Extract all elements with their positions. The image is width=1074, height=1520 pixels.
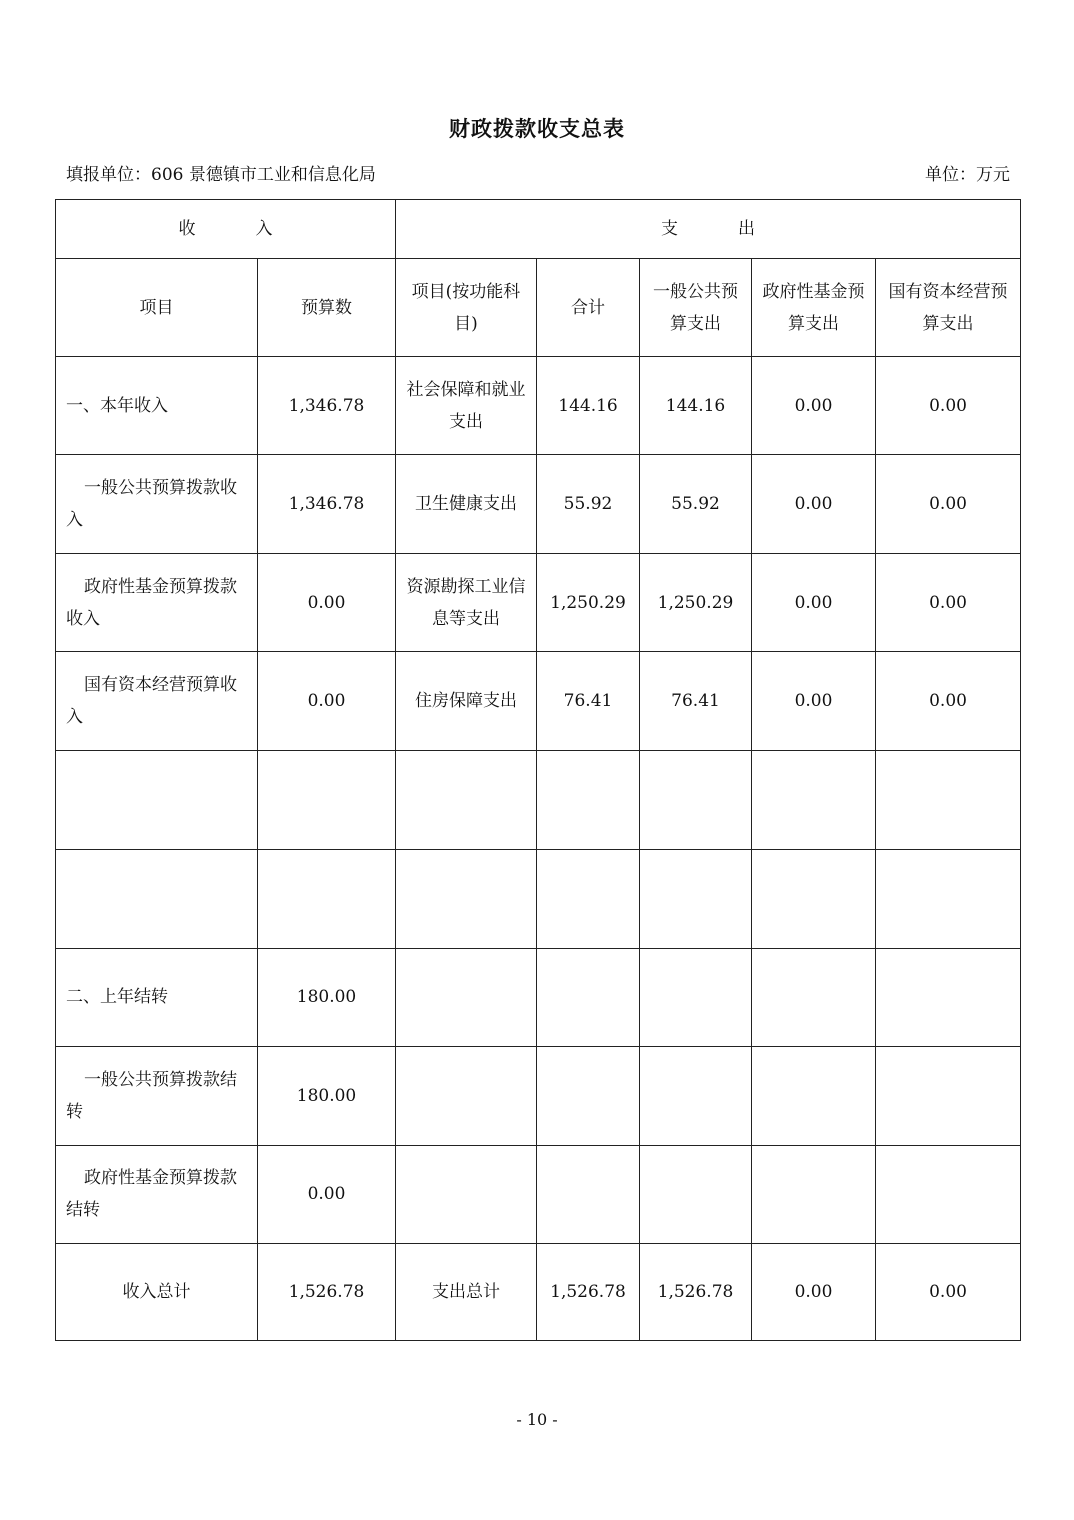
page-number: - 10 - bbox=[516, 1410, 558, 1429]
table-cell bbox=[537, 1046, 640, 1145]
table-row bbox=[56, 1243, 1021, 1340]
table-cell: 1,346.78 bbox=[258, 455, 396, 554]
column-header-row bbox=[56, 259, 1021, 357]
table-cell: 支出总计 bbox=[396, 1243, 537, 1340]
col-header-gov-fund: 政府性基金预算支出 bbox=[752, 259, 876, 357]
table-cell: 政府性基金预算拨款收入 bbox=[56, 554, 258, 652]
table-cell: 一般公共预算拨款结转 bbox=[56, 1046, 258, 1145]
table-cell bbox=[396, 1046, 537, 1145]
table-cell: 一、本年收入 bbox=[56, 357, 258, 455]
table-cell: 0.00 bbox=[752, 554, 876, 652]
table-cell bbox=[876, 751, 1021, 849]
expense-section-header: 支 出 bbox=[396, 200, 1021, 259]
table-cell: 0.00 bbox=[752, 357, 876, 455]
table-cell: 卫生健康支出 bbox=[396, 455, 537, 554]
table-cell bbox=[752, 1046, 876, 1145]
table-cell: 55.92 bbox=[537, 455, 640, 554]
table-cell: 76.41 bbox=[640, 652, 752, 751]
table-cell: 0.00 bbox=[258, 554, 396, 652]
table-cell bbox=[396, 948, 537, 1046]
table-cell bbox=[876, 849, 1021, 948]
col-header-budget: 预算数 bbox=[258, 259, 396, 357]
table-cell: 0.00 bbox=[258, 652, 396, 751]
table-cell: 1,526.78 bbox=[258, 1243, 396, 1340]
table-cell: 0.00 bbox=[752, 455, 876, 554]
table-cell: 国有资本经营预算收入 bbox=[56, 652, 258, 751]
table-cell bbox=[537, 751, 640, 849]
table-row bbox=[56, 652, 1021, 751]
table-cell bbox=[640, 751, 752, 849]
table-cell: 社会保障和就业支出 bbox=[396, 357, 537, 455]
table-row bbox=[56, 948, 1021, 1046]
table-cell bbox=[537, 948, 640, 1046]
table-cell: 144.16 bbox=[537, 357, 640, 455]
table-cell bbox=[876, 1145, 1021, 1243]
table-cell bbox=[396, 751, 537, 849]
table-cell bbox=[396, 849, 537, 948]
table-cell bbox=[640, 948, 752, 1046]
fiscal-appropriation-table bbox=[55, 199, 1021, 1341]
income-section-header: 收 入 bbox=[56, 200, 396, 259]
table-cell: 0.00 bbox=[876, 652, 1021, 751]
table-row bbox=[56, 849, 1021, 948]
table-cell: 1,250.29 bbox=[537, 554, 640, 652]
table-cell bbox=[640, 1145, 752, 1243]
table-cell: 144.16 bbox=[640, 357, 752, 455]
table-row bbox=[56, 751, 1021, 849]
table-cell bbox=[56, 751, 258, 849]
table-cell: 政府性基金预算拨款结转 bbox=[56, 1145, 258, 1243]
table-cell: 0.00 bbox=[752, 652, 876, 751]
table-cell: 0.00 bbox=[876, 554, 1021, 652]
table-cell: 二、上年结转 bbox=[56, 948, 258, 1046]
table-cell bbox=[537, 849, 640, 948]
table-cell: 一般公共预算拨款收入 bbox=[56, 455, 258, 554]
table-cell bbox=[876, 1046, 1021, 1145]
table-cell bbox=[640, 849, 752, 948]
table-cell bbox=[752, 948, 876, 1046]
table-cell: 76.41 bbox=[537, 652, 640, 751]
table-cell bbox=[752, 1145, 876, 1243]
table-cell: 1,526.78 bbox=[537, 1243, 640, 1340]
table-cell: 0.00 bbox=[876, 455, 1021, 554]
table-cell: 住房保障支出 bbox=[396, 652, 537, 751]
table-cell: 1,346.78 bbox=[258, 357, 396, 455]
reporting-unit: 填报单位：606 景德镇市工业和信息化局 bbox=[66, 165, 376, 185]
currency-unit: 单位：万元 bbox=[925, 165, 1010, 185]
table-cell bbox=[396, 1145, 537, 1243]
table-row bbox=[56, 554, 1021, 652]
table-cell bbox=[258, 751, 396, 849]
table-cell bbox=[640, 1046, 752, 1145]
table-cell: 1,526.78 bbox=[640, 1243, 752, 1340]
section-header-row bbox=[56, 200, 1021, 259]
table-cell: 180.00 bbox=[258, 948, 396, 1046]
table-cell: 180.00 bbox=[258, 1046, 396, 1145]
table-row bbox=[56, 1046, 1021, 1145]
col-header-income-item: 项目 bbox=[56, 259, 258, 357]
table-cell bbox=[56, 849, 258, 948]
table-cell: 1,250.29 bbox=[640, 554, 752, 652]
col-header-function-item: 项目(按功能科目) bbox=[396, 259, 537, 357]
table-cell bbox=[876, 948, 1021, 1046]
table-cell: 0.00 bbox=[258, 1145, 396, 1243]
table-cell: 资源勘探工业信息等支出 bbox=[396, 554, 537, 652]
table-cell: 55.92 bbox=[640, 455, 752, 554]
page-title: 财政拨款收支总表 bbox=[449, 116, 625, 141]
table-cell bbox=[537, 1145, 640, 1243]
table-cell bbox=[752, 849, 876, 948]
col-header-state-capital: 国有资本经营预算支出 bbox=[876, 259, 1021, 357]
table-cell bbox=[752, 751, 876, 849]
table-row bbox=[56, 1145, 1021, 1243]
col-header-total: 合计 bbox=[537, 259, 640, 357]
table-row bbox=[56, 357, 1021, 455]
col-header-general-budget: 一般公共预算支出 bbox=[640, 259, 752, 357]
table-cell: 0.00 bbox=[876, 1243, 1021, 1340]
table-cell: 0.00 bbox=[752, 1243, 876, 1340]
table-cell: 收入总计 bbox=[56, 1243, 258, 1340]
table-cell bbox=[258, 849, 396, 948]
table-cell: 0.00 bbox=[876, 357, 1021, 455]
table-row bbox=[56, 455, 1021, 554]
